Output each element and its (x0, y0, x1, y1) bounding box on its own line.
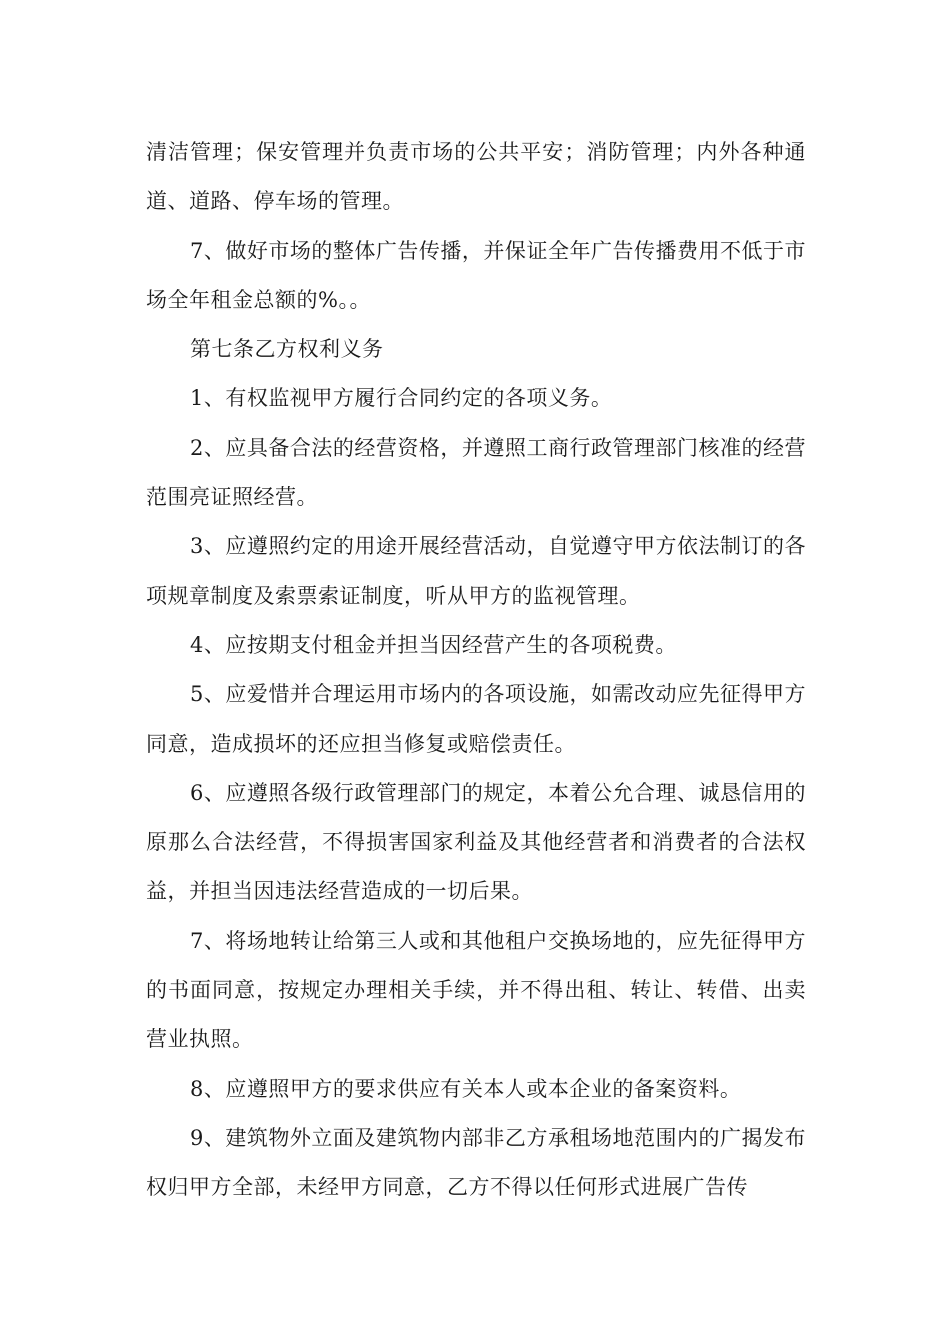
paragraph-item-7: 7、将场地转让给第三人或和其他租户交换场地的，应先征得甲方的书面同意，按规定办理相关手续，并不得出租、转让、转借、出卖营业执照。 (146, 928, 806, 1052)
paragraph-item-6: 6、应遵照各级行政管理部门的规定，本着公允合理、诚恳信用的原那么合法经营，不得损害国家利益及其他经营者和消费者的合法权益，并担当因违法经营造成的一切后果。 (146, 780, 806, 904)
paragraph-item-3: 3、应遵照约定的用途开展经营活动，自觉遵守甲方依法制订的各项规章制度及索票索证制度，听从甲方的监视管理。 (146, 534, 806, 608)
paragraph-item-5: 5、应爱惜并合理运用市场内的各项设施，如需改动应先征得甲方同意，造成损坏的还应担当修复或赔偿责任。 (146, 682, 806, 756)
section-heading-article-7: 第七条乙方权利义务 (190, 337, 384, 362)
paragraph-item-4: 4、应按期支付租金并担当因经营产生的各项税费。 (190, 632, 677, 657)
paragraph-item-9: 9、建筑物外立面及建筑物内部非乙方承租场地范围内的广揭发布权归甲方全部，未经甲方同意，乙方不得以任何形式进展广告传 (146, 1125, 806, 1200)
paragraph-item-2: 2、应具备合法的经营资格，并遵照工商行政管理部门核准的经营范围亮证照经营。 (146, 435, 806, 510)
document-body (146, 128, 806, 1213)
paragraph-item-8: 8、应遵照甲方的要求供应有关本人或本企业的备案资料。 (190, 1076, 742, 1101)
paragraph-item-1: 1、有权监视甲方履行合同约定的各项义务。 (190, 386, 613, 411)
paragraph-item-7-advertising: 7、做好市场的整体广告传播，并保证全年广告传播费用不低于市场全年租金总额的%。。 (146, 238, 806, 312)
paragraph-continuation: 清洁管理；保安管理并负责市场的公共平安；消防管理；内外各种通道、道路、停车场的管理。 (146, 140, 806, 214)
